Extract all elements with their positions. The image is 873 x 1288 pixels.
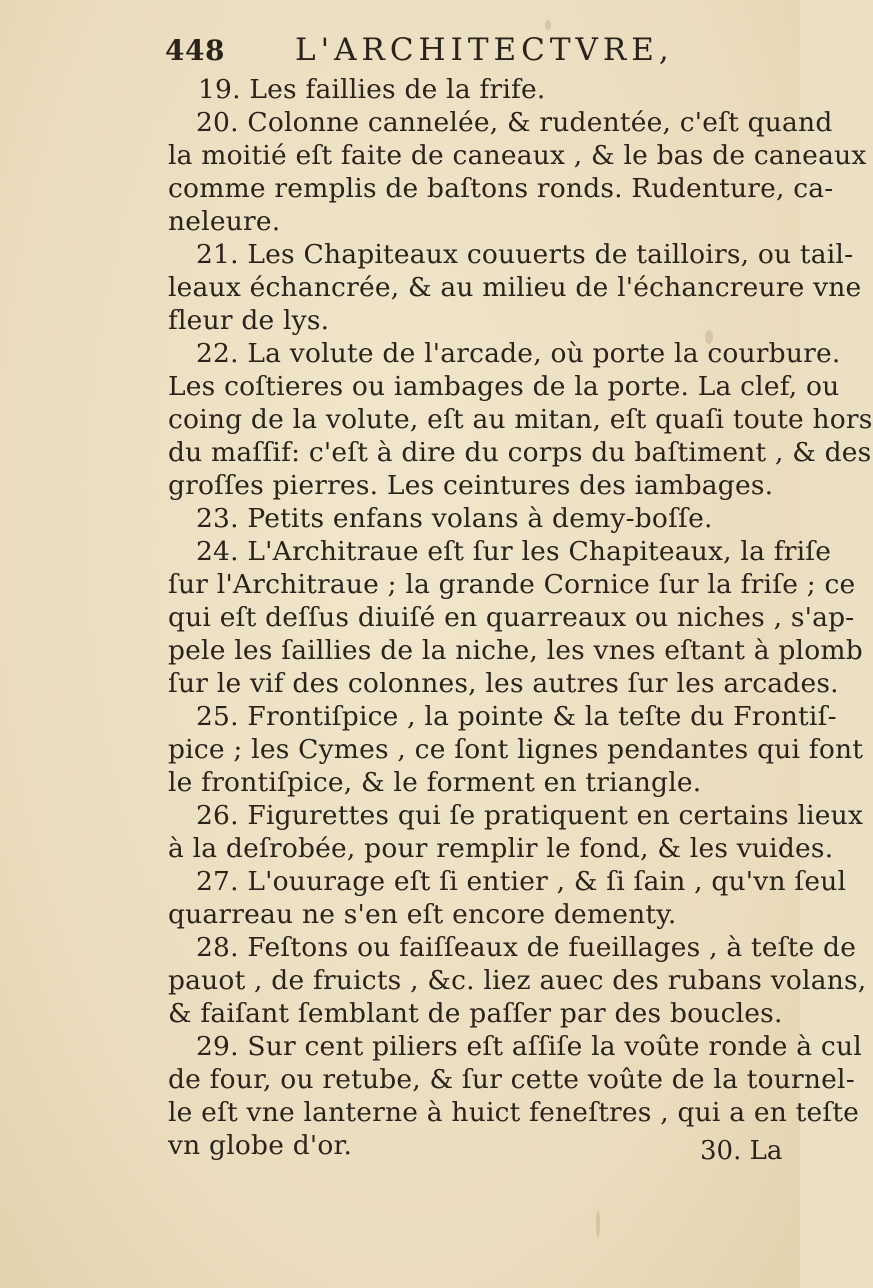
page-header (165, 22, 674, 72)
text-line: comme remplis de baſtons ronds. Rudenture, ca- (168, 173, 834, 204)
text-line: 23. Petits enfans volans à demy-boſſe. (196, 503, 713, 534)
text-line: 20. Colonne cannelée, & rudentée, c'eſt quand (196, 107, 833, 138)
text-line: ſur le vif des colonnes, les autres ſur les arcades. (168, 668, 839, 699)
text-line: quarreau ne s'en eſt encore dementy. (168, 899, 677, 930)
text-line: la moitié eſt faite de caneaux , & le bas de caneaux (168, 140, 867, 171)
text-line: pice ; les Cymes , ce ſont lignes pendantes qui font (168, 734, 864, 765)
text-line: groſſes pierres. Les ceintures des iambages. (168, 470, 774, 501)
text-line: 19. Les faillies de la frife. (198, 74, 546, 105)
text-line: de four, ou retube, & ſur cette voûte de la tournel- (168, 1064, 855, 1095)
text-line: 29. Sur cent piliers eſt aſſiſe la voûte ronde à cul (196, 1031, 862, 1062)
text-line: 21. Les Chapiteaux couuerts de tailloirs, ou tail- (196, 239, 854, 270)
text-line: 24. L'Architraue eſt ſur les Chapiteaux, la friſe (196, 536, 832, 567)
text-line: du maſſif: c'eſt à dire du corps du baſtiment , & des (168, 437, 872, 468)
text-line: 22. La volute de l'arcade, où porte la courbure. (196, 338, 841, 369)
text-line: leaux échancrée, & au milieu de l'échancreure vne (168, 272, 862, 303)
text-line: 26. Figurettes qui ſe pratiquent en certains lieux (196, 800, 864, 831)
page-number: 448 (165, 34, 225, 67)
text-line: à la deſrobée, pour remplir le fond, & les vuides. (168, 833, 834, 864)
text-line: fleur de lys. (168, 305, 330, 336)
ink-spot (596, 1210, 600, 1238)
text-line: 28. Feſtons ou faiſſeaux de fueillages , à teſte de (196, 932, 857, 963)
text-line: le frontiſpice, & le forment en triangle. (168, 767, 702, 798)
text-line: neleure. (168, 206, 281, 237)
text-line: vn globe d'or. (168, 1130, 353, 1161)
text-line: pele les ſaillies de la niche, les vnes eſtant à plomb (168, 635, 863, 666)
text-line: Les coſtieres ou iambages de la porte. La clef, ou (168, 371, 840, 402)
text-line: 25. Frontiſpice , la pointe & la teſte du Frontiſ- (196, 701, 837, 732)
running-head: L'ARCHITECTVRE, (295, 32, 674, 68)
text-line: qui eſt deſſus diuiſé en quarreaux ou niches , s'ap- (168, 602, 855, 633)
text-line: ſur l'Architraue ; la grande Cornice ſur la friſe ; ce (168, 569, 856, 600)
text-line: coing de la volute, eſt au mitan, eſt quaſi toute hors (168, 404, 873, 435)
text-line: 27. L'ouurage eſt ſi entier , & ſi ſain , qu'vn ſeul (196, 866, 847, 897)
catchword: 30. La (700, 1136, 783, 1166)
text-line: le eſt vne lanterne à huict feneſtres , qui a en teſte (168, 1097, 860, 1128)
text-line: pauot , de fruicts , &c. liez auec des rubans volans, (168, 965, 867, 996)
text-line: & faiſant ſemblant de paſſer par des boucles. (168, 998, 783, 1029)
